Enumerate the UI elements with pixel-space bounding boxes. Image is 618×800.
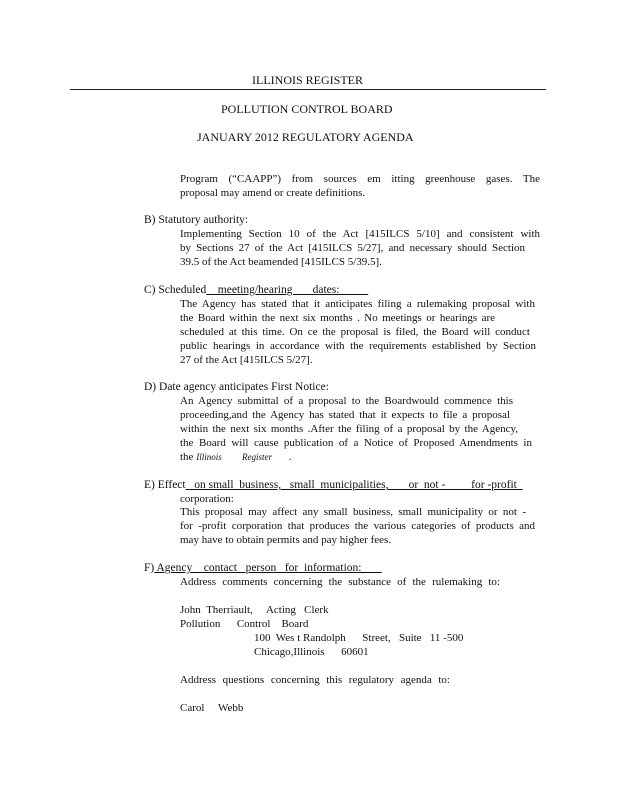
contact-organization: Pollution Control Board — [180, 618, 309, 630]
section-e-line: for -profit corporation that produces the various categories of products and — [180, 520, 535, 532]
section-e-line: may have to obtain permits and pay higher fees. — [180, 534, 392, 546]
section-d-line: the Illinois Register . — [180, 451, 292, 463]
section-d-heading: D) Date agency anticipates First Notice: — [144, 381, 329, 393]
section-e-heading — [144, 478, 523, 492]
section-c-line: scheduled at this time. On ce the proposal is filed, the Board will conduct — [180, 326, 530, 338]
section-d-line: the Board will cause publication of a Notice of Proposed Amendments in — [180, 437, 532, 449]
contact-name: John Therriault, Acting Clerk — [180, 604, 329, 616]
section-b-line: Implementing Section 10 of the Act [415ILCS 5/10] and consistent with — [180, 228, 540, 240]
section-c-line: 27 of the Act [415ILCS 5/27]. — [180, 354, 313, 366]
section-d-line: An Agency submittal of a proposal to the Boardwould commence this — [180, 395, 513, 407]
intro-line: proposal may amend or create definitions. — [180, 187, 366, 199]
contact-city: Chicago,Illinois 60601 — [254, 646, 369, 658]
section-c-line: the Board within the next six months . No meetings or hearings are — [180, 312, 495, 324]
section-c-line: public hearings in accordance with the requirements established by Section — [180, 340, 536, 352]
section-c-heading — [144, 283, 368, 297]
register-title: ILLINOIS REGISTER — [252, 73, 363, 87]
section-b-line: 39.5 of the Act beamended [415ILCS 5/39.5]. — [180, 256, 382, 268]
section-f-heading — [144, 561, 382, 575]
section-c-title: meeting/hearing dates: — [206, 284, 369, 296]
section-d-line: proceeding,and the Agency has stated that it expects to file a proposal — [180, 409, 510, 421]
section-f-label: F) — [144, 562, 155, 574]
intro-line: Program (“CAAPP”) from sources em itting greenhouse gases. The — [180, 173, 540, 185]
section-b-line: by Sections 27 of the Act [415ILCS 5/27], and necessary should Section — [180, 242, 525, 254]
section-e-heading-cont: corporation: — [180, 493, 234, 505]
section-e-line: This proposal may affect any small business, small municipality or not - — [180, 506, 526, 518]
illinois-register-italic: Illinois Register — [196, 452, 272, 462]
address-comments-line: Address comments concerning the substance of the rulemaking to: — [180, 576, 500, 588]
section-d-line: within the next six months .After the filing of a proposal by the Agency, — [180, 423, 518, 435]
section-e-title: on small business, small municipalities, or not - for -profit — [185, 479, 523, 491]
section-c-line: The Agency has stated that it anticipates filing a rulemaking proposal with — [180, 298, 535, 310]
agenda-title: JANUARY 2012 REGULATORY AGENDA — [197, 130, 414, 144]
section-f-title: Agency contact person for information: — [154, 562, 382, 574]
address-questions-line: Address questions concerning this regulatory agenda to: — [180, 674, 450, 686]
section-e-label: E) Effect — [144, 479, 186, 491]
contact-name-2: Carol Webb — [180, 702, 244, 714]
section-c-label: C) Scheduled — [144, 284, 207, 296]
header-rule — [70, 89, 546, 90]
section-b-heading: B) Statutory authority: — [144, 214, 249, 226]
contact-street: 100 Wes t Randolph Street, Suite 11 -500 — [254, 632, 464, 644]
board-title: POLLUTION CONTROL BOARD — [221, 102, 393, 116]
